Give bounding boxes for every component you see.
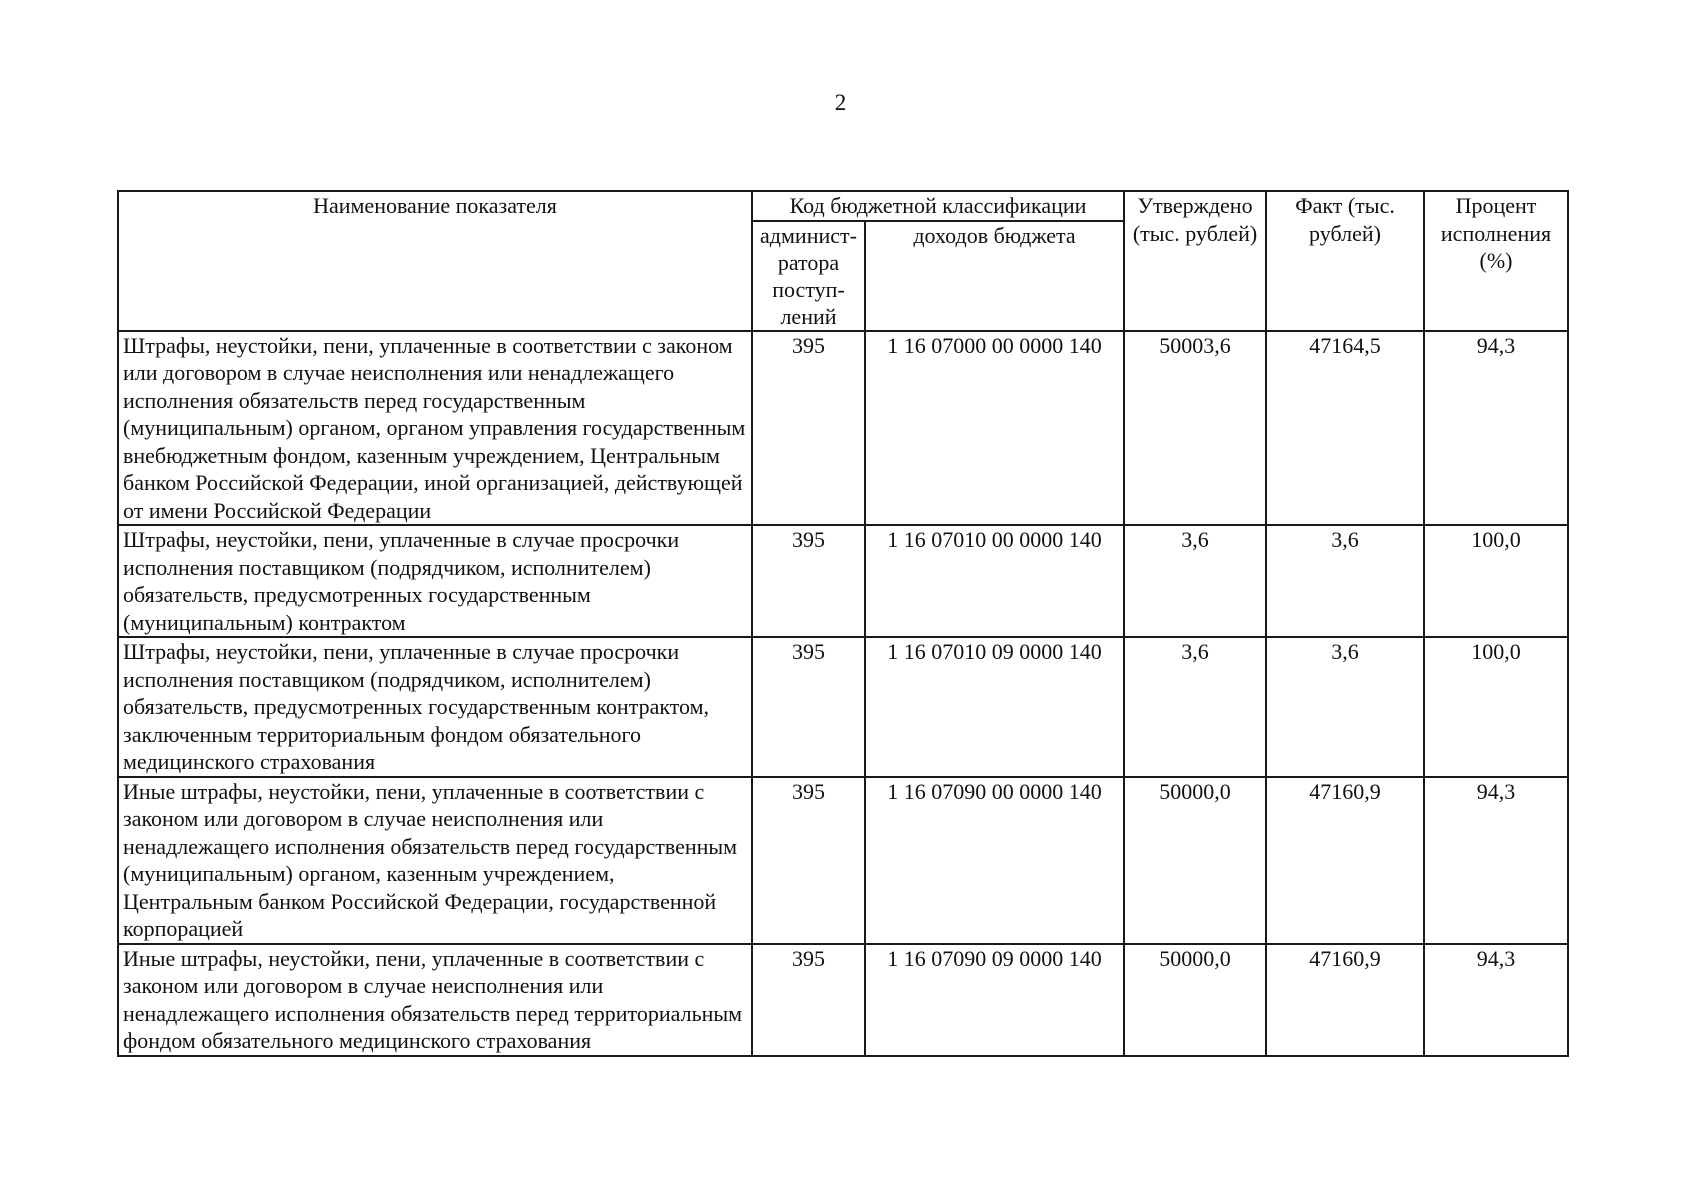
row-approved-value: 50003,6	[1124, 331, 1266, 526]
row-administrator-code: 395	[752, 777, 865, 944]
row-percent-value: 94,3	[1424, 777, 1568, 944]
row-indicator-name: Иные штрафы, неустойки, пени, уплаченные в соответствии с законом или договором в случае неисполнения или ненадлежащего исполнения обязательств перед государственным (муниципальным) органом, казенным учреждением, Центральным банком Российской Федерации, государственной корпорацией	[118, 777, 752, 944]
row-approved-value: 50000,0	[1124, 944, 1266, 1056]
row-approved-value: 3,6	[1124, 637, 1266, 777]
row-income-code: 1 16 07010 09 0000 140	[865, 637, 1124, 777]
header-administrator-line: админист-	[760, 222, 857, 248]
header-budget-classification-code: Код бюджетной классификации	[752, 191, 1124, 221]
header-approved: Утверждено (тыс. рублей)	[1124, 191, 1266, 331]
row-approved-value: 50000,0	[1124, 777, 1266, 944]
row-percent-value: 94,3	[1424, 944, 1568, 1056]
table-row	[118, 331, 1568, 526]
header-administrator	[752, 221, 865, 331]
row-fact-value: 47160,9	[1266, 944, 1424, 1056]
header-administrator-line: поступ-	[772, 276, 845, 302]
row-administrator-code: 395	[752, 944, 865, 1056]
header-indicator-name: Наименование показателя	[118, 191, 752, 331]
header-income-code: доходов бюджета	[865, 221, 1124, 331]
table-row	[118, 637, 1568, 777]
row-administrator-code: 395	[752, 525, 865, 637]
header-administrator-line: ратора	[777, 249, 840, 275]
row-fact-value: 3,6	[1266, 637, 1424, 777]
row-income-code: 1 16 07090 00 0000 140	[865, 777, 1124, 944]
table-row	[118, 944, 1568, 1056]
header-row-top	[118, 191, 1568, 221]
row-indicator-name: Иные штрафы, неустойки, пени, уплаченные в соответствии с законом или договором в случае неисполнения или ненадлежащего исполнения обязательств перед территориальным фондом обязательного медицинского страхования	[118, 944, 752, 1056]
row-fact-value: 47160,9	[1266, 777, 1424, 944]
header-fact: Факт (тыс. рублей)	[1266, 191, 1424, 331]
row-percent-value: 94,3	[1424, 331, 1568, 526]
header-administrator-line: лений	[780, 303, 837, 329]
table-row	[118, 777, 1568, 944]
row-percent-value: 100,0	[1424, 525, 1568, 637]
budget-revenue-table	[117, 190, 1569, 1057]
header-execution-percent: Процент исполнения (%)	[1424, 191, 1568, 331]
row-administrator-code: 395	[752, 637, 865, 777]
row-income-code: 1 16 07010 00 0000 140	[865, 525, 1124, 637]
row-indicator-name: Штрафы, неустойки, пени, уплаченные в случае просрочки исполнения поставщиком (подрядчиком, исполнителем) обязательств, предусмотренных государственным (муниципальным) контрактом	[118, 525, 752, 637]
row-fact-value: 47164,5	[1266, 331, 1424, 526]
row-approved-value: 3,6	[1124, 525, 1266, 637]
row-indicator-name: Штрафы, неустойки, пени, уплаченные в случае просрочки исполнения поставщиком (подрядчиком, исполнителем) обязательств, предусмотренных государственным контрактом, заключенным территориальным фондом обязательного медицинского страхования	[118, 637, 752, 777]
page-number: 2	[834, 90, 847, 115]
row-fact-value: 3,6	[1266, 525, 1424, 637]
row-income-code: 1 16 07000 00 0000 140	[865, 331, 1124, 526]
row-percent-value: 100,0	[1424, 637, 1568, 777]
row-indicator-name: Штрафы, неустойки, пени, уплаченные в соответствии с законом или договором в случае неисполнения или ненадлежащего исполнения обязательств перед государственным (муниципальным) органом, органом управления государственным внебюджетным фондом, казенным учреждением, Центральным банком Российской Федерации, иной организацией, действующей от имени Российской Федерации	[118, 331, 752, 526]
row-administrator-code: 395	[752, 331, 865, 526]
row-income-code: 1 16 07090 09 0000 140	[865, 944, 1124, 1056]
table-row	[118, 525, 1568, 637]
